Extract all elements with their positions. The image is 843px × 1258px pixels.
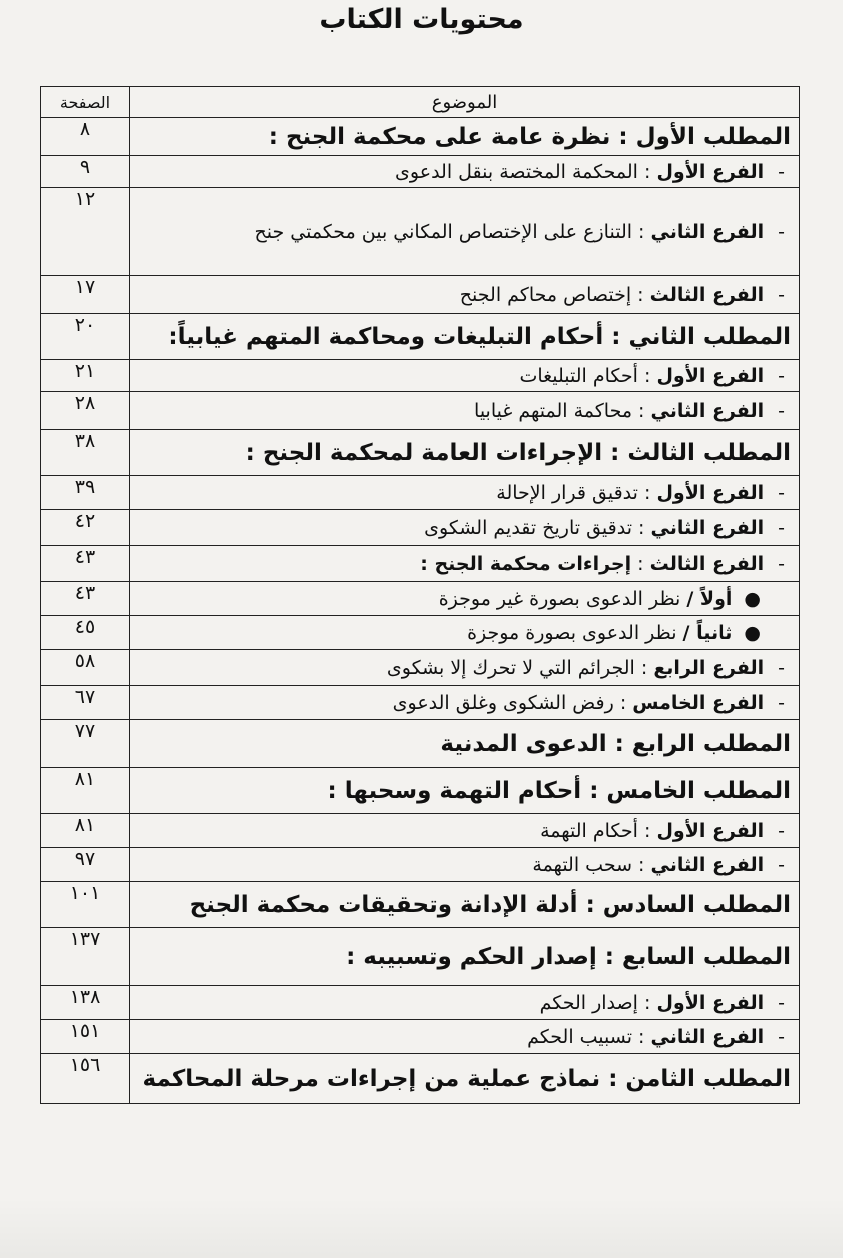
entry-topic bbox=[130, 276, 800, 314]
entry-text: إختصاص محاكم الجنح bbox=[459, 283, 632, 306]
entry-text: تدقيق قرار الإحالة bbox=[496, 481, 638, 504]
entry-topic bbox=[130, 510, 800, 546]
branch-row bbox=[41, 814, 800, 848]
branch-row bbox=[41, 360, 800, 392]
section-row bbox=[41, 118, 800, 156]
entry-label: الفرع الأول bbox=[656, 364, 765, 387]
page-number: ١٥١ bbox=[41, 1020, 130, 1054]
entry-topic bbox=[130, 686, 800, 720]
entry-label: الفرع الثالث bbox=[649, 283, 765, 306]
section-row bbox=[41, 430, 800, 476]
page-number: ٨ bbox=[41, 118, 130, 156]
dash-marker: - bbox=[778, 991, 785, 1014]
entry-label: الفرع الثاني bbox=[650, 853, 765, 876]
dash-marker: - bbox=[778, 1025, 785, 1048]
entry-topic bbox=[130, 188, 800, 276]
separator: : bbox=[637, 364, 657, 387]
separator: : bbox=[613, 691, 633, 714]
separator: : bbox=[581, 777, 607, 804]
entry-label: الفرع الثالث bbox=[649, 552, 765, 575]
separator: : bbox=[637, 481, 657, 504]
separator: : bbox=[631, 552, 650, 575]
separator: : bbox=[606, 730, 632, 757]
entry-topic bbox=[130, 546, 800, 582]
contents-table bbox=[40, 86, 800, 1104]
page-number: ٩ bbox=[41, 156, 130, 188]
dash-marker: - bbox=[778, 853, 785, 876]
branch-row bbox=[41, 156, 800, 188]
entry-label: الفرع الثاني bbox=[650, 399, 765, 422]
entry-text: تسبيب الحكم bbox=[527, 1025, 633, 1048]
entry-label: الفرع الأول bbox=[656, 481, 765, 504]
entry-label: المطلب السادس bbox=[602, 891, 791, 918]
entry-label: المطلب الرابع bbox=[631, 730, 791, 757]
entry-text: إصدار الحكم bbox=[539, 991, 638, 1014]
page-number: ١٠١ bbox=[41, 882, 130, 928]
dash-marker: - bbox=[778, 283, 785, 306]
entry-text: نظر الدعوى بصورة غير موجزة bbox=[438, 587, 681, 610]
page-number: ٩٧ bbox=[41, 848, 130, 882]
entry-topic bbox=[130, 118, 800, 156]
entry-text: نماذج عملية من إجراءات مرحلة المحاكمة bbox=[142, 1065, 601, 1092]
entry-label: الفرع الخامس bbox=[632, 691, 765, 714]
entry-text: نظرة عامة على محكمة الجنح : bbox=[268, 123, 611, 150]
entry-label: الفرع الثاني bbox=[650, 220, 765, 243]
page-number: ٦٧ bbox=[41, 686, 130, 720]
dash-marker: - bbox=[778, 364, 785, 387]
entry-topic bbox=[130, 720, 800, 768]
separator: : bbox=[632, 220, 651, 243]
point-row bbox=[41, 616, 800, 650]
entry-text: الإجراءات العامة لمحكمة الجنح : bbox=[245, 439, 603, 466]
bullet-icon: ● bbox=[744, 621, 761, 644]
separator: : bbox=[631, 283, 650, 306]
branch-row bbox=[41, 686, 800, 720]
entry-text: إصدار الحكم وتسبيبه : bbox=[346, 943, 597, 970]
section-row bbox=[41, 928, 800, 986]
separator: : bbox=[610, 123, 636, 150]
entry-label: المطلب الخامس bbox=[606, 777, 791, 804]
separator: : bbox=[632, 516, 651, 539]
entry-label: المطلب السابع bbox=[622, 943, 791, 970]
entry-label: المطلب الثامن bbox=[625, 1065, 791, 1092]
entry-topic bbox=[130, 650, 800, 686]
entry-topic bbox=[130, 360, 800, 392]
entry-topic bbox=[130, 156, 800, 188]
page-number: ٥٨ bbox=[41, 650, 130, 686]
entry-text: أحكام التهمة وسحبها : bbox=[327, 777, 582, 804]
dash-marker: - bbox=[778, 552, 785, 575]
branch-row bbox=[41, 276, 800, 314]
branch-row bbox=[41, 986, 800, 1020]
entry-label: الفرع الأول bbox=[656, 819, 765, 842]
dash-marker: - bbox=[778, 160, 785, 183]
topic-column-header: الموضوع bbox=[130, 87, 800, 118]
branch-row bbox=[41, 848, 800, 882]
branch-row bbox=[41, 188, 800, 276]
dash-marker: - bbox=[778, 656, 785, 679]
dash-marker: - bbox=[778, 516, 785, 539]
entry-topic bbox=[130, 616, 800, 650]
separator: : bbox=[637, 991, 657, 1014]
entry-label: ثانياً / bbox=[682, 621, 733, 644]
page-number: ٨١ bbox=[41, 814, 130, 848]
section-row bbox=[41, 882, 800, 928]
entry-text: الدعوى المدنية bbox=[440, 730, 607, 757]
entry-label: الفرع الأول bbox=[656, 991, 765, 1014]
section-row bbox=[41, 768, 800, 814]
entry-text: أحكام التبليغات ومحاكمة المتهم غيابياً: bbox=[168, 323, 604, 350]
page-number: ٤٣ bbox=[41, 546, 130, 582]
entry-topic bbox=[130, 392, 800, 430]
entry-label: المطلب الثالث bbox=[627, 439, 791, 466]
page-number: ٧٧ bbox=[41, 720, 130, 768]
entry-label: المطلب الثاني bbox=[628, 323, 791, 350]
entry-topic bbox=[130, 476, 800, 510]
separator: : bbox=[596, 943, 622, 970]
entry-text: الجرائم التي لا تحرك إلا بشكوى bbox=[386, 656, 635, 679]
branch-row bbox=[41, 546, 800, 582]
separator: : bbox=[632, 1025, 651, 1048]
separator: : bbox=[602, 439, 628, 466]
page-number: ٤٣ bbox=[41, 582, 130, 616]
entry-label: الفرع الأول bbox=[656, 160, 765, 183]
entry-label: الفرع الرابع bbox=[653, 656, 765, 679]
entry-text: تدقيق تاريخ تقديم الشكوى bbox=[424, 516, 633, 539]
entry-topic bbox=[130, 814, 800, 848]
page-number: ٢١ bbox=[41, 360, 130, 392]
page-number: ٢٠ bbox=[41, 314, 130, 360]
dash-marker: - bbox=[778, 691, 785, 714]
page-number: ١٣٨ bbox=[41, 986, 130, 1020]
section-row bbox=[41, 720, 800, 768]
entry-topic bbox=[130, 768, 800, 814]
separator: : bbox=[600, 1065, 626, 1092]
separator: : bbox=[632, 399, 651, 422]
branch-row bbox=[41, 1020, 800, 1054]
entry-topic bbox=[130, 1020, 800, 1054]
page-column-header: الصفحة bbox=[41, 87, 130, 118]
separator: : bbox=[637, 819, 657, 842]
header-row bbox=[41, 87, 800, 118]
entry-topic bbox=[130, 986, 800, 1020]
page-number: ١٧ bbox=[41, 276, 130, 314]
entry-topic bbox=[130, 882, 800, 928]
branch-row bbox=[41, 510, 800, 546]
page-number: ٨١ bbox=[41, 768, 130, 814]
dash-marker: - bbox=[778, 819, 785, 842]
dash-marker: - bbox=[778, 399, 785, 422]
entry-label: المطلب الأول bbox=[635, 123, 791, 150]
dash-marker: - bbox=[778, 220, 785, 243]
page-number: ١٢ bbox=[41, 188, 130, 276]
entry-text: محاكمة المتهم غيابيا bbox=[474, 399, 633, 422]
entry-label: أولاً / bbox=[686, 587, 733, 610]
entry-topic bbox=[130, 582, 800, 616]
separator: : bbox=[637, 160, 657, 183]
section-row bbox=[41, 1054, 800, 1104]
separator: : bbox=[634, 656, 654, 679]
page-bottom-shadow bbox=[0, 1198, 843, 1258]
entry-topic bbox=[130, 848, 800, 882]
page-number: ٤٥ bbox=[41, 616, 130, 650]
entry-text: أحكام التهمة bbox=[540, 819, 638, 842]
entry-topic bbox=[130, 314, 800, 360]
page-number: ٣٩ bbox=[41, 476, 130, 510]
entry-text: إجراءات محكمة الجنح : bbox=[420, 552, 632, 575]
entry-text: المحكمة المختصة بنقل الدعوى bbox=[395, 160, 638, 183]
page-number: ١٥٦ bbox=[41, 1054, 130, 1104]
entry-text: أدلة الإدانة وتحقيقات محكمة الجنح bbox=[189, 891, 578, 918]
branch-row bbox=[41, 650, 800, 686]
page-number: ٣٨ bbox=[41, 430, 130, 476]
entry-text: التنازع على الإختصاص المكاني بين محكمتي جنح bbox=[254, 220, 633, 243]
separator: : bbox=[603, 323, 629, 350]
entry-topic bbox=[130, 1054, 800, 1104]
page-number: ١٣٧ bbox=[41, 928, 130, 986]
page-number: ٤٢ bbox=[41, 510, 130, 546]
entry-label: الفرع الثاني bbox=[650, 516, 765, 539]
dash-marker: - bbox=[778, 481, 785, 504]
entry-topic bbox=[130, 430, 800, 476]
point-row bbox=[41, 582, 800, 616]
entry-topic bbox=[130, 928, 800, 986]
branch-row bbox=[41, 476, 800, 510]
separator: : bbox=[577, 891, 603, 918]
entry-text: سحب التهمة bbox=[532, 853, 633, 876]
page-number: ٢٨ bbox=[41, 392, 130, 430]
entry-text: أحكام التبليغات bbox=[519, 364, 638, 387]
branch-row bbox=[41, 392, 800, 430]
entry-text: نظر الدعوى بصورة موجزة bbox=[467, 621, 677, 644]
bullet-icon: ● bbox=[744, 587, 761, 610]
separator: : bbox=[632, 853, 651, 876]
section-row bbox=[41, 314, 800, 360]
entry-label: الفرع الثاني bbox=[650, 1025, 765, 1048]
entry-text: رفض الشكوى وغلق الدعوى bbox=[392, 691, 614, 714]
contents-body bbox=[41, 118, 800, 1104]
page-title: محتويات الكتاب bbox=[319, 4, 524, 35]
